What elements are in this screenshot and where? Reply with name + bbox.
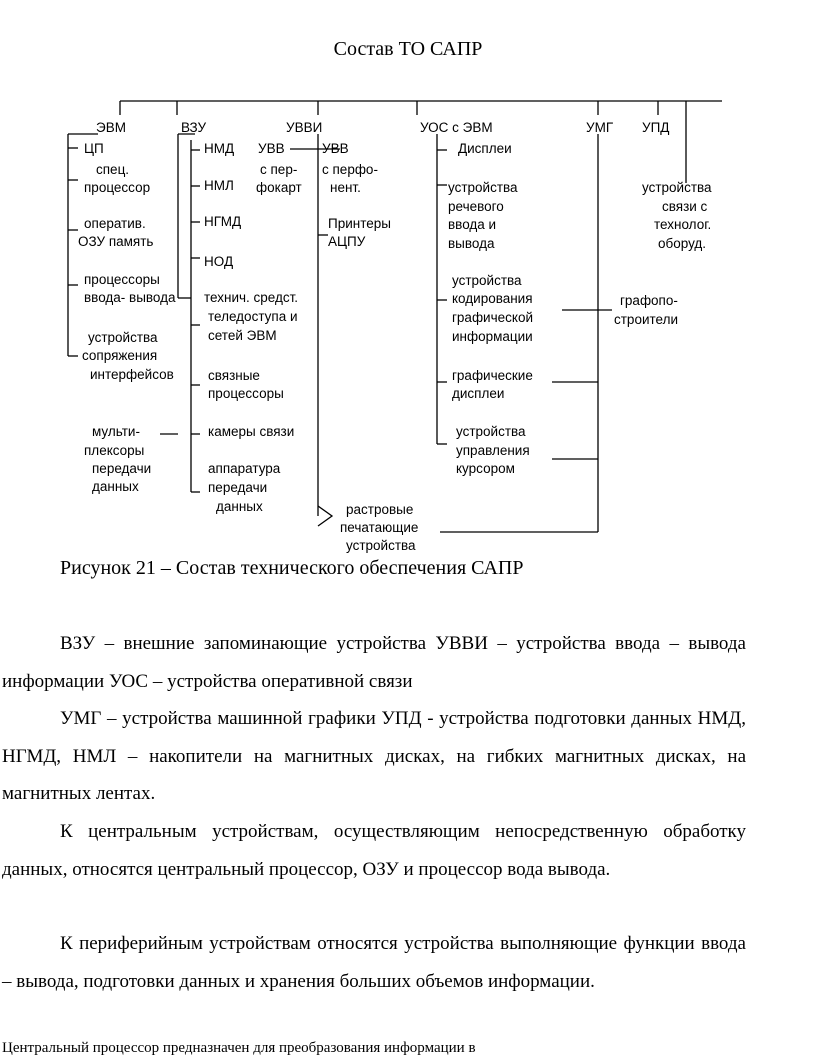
page-title: Состав ТО САПР [333,38,483,60]
paragraph-abbreviations-2: УМГ – устройства машинной графики УПД - устройства подготовки данных НМД, НГМД, НМЛ – накопители на магнитных дисках, на гибких магнитных дисках, на магнитных лентах. [2,708,746,804]
umg-plotters-2: строители [614,312,678,327]
evm-if-2: сопряжения [82,348,158,363]
uvvi-uvv1-2: фокарт [256,180,302,195]
footer-text: Центральный процессор предназначен для преобразования информации в [2,1040,476,1056]
evm-if-1: устройства [88,330,158,345]
uos-coding-1: устройства [452,273,522,288]
evm-ozu-2: ОЗУ память [78,234,154,249]
evm-cp: ЦП [84,141,104,156]
evm-spec-2: процессор [84,180,151,195]
uos-cursor-2: управления [456,443,530,458]
evm-mux-1: мульти- [92,424,140,439]
evm-if-3: интерфейсов [90,367,174,382]
uos-gdisp-2: дисплеи [452,386,505,401]
upd-techno-3: технолог. [654,217,712,232]
vzu-cameras: камеры связи [208,424,295,439]
uvvi-printers-1: Принтеры [328,216,391,231]
uvvi-raster-3: устройства [346,538,416,553]
evm-mux-4: данных [92,479,139,494]
paragraph-peripheral-devices: К периферийным устройствам относятся устройства выполняющие функции ввода – вывода, подготовки данных и хранения больших объемов информации. [2,933,746,992]
evm-mux-2: плексоры [84,443,145,458]
uvvi-uvv2-2: нент. [330,180,361,195]
header-evm: ЭВМ [96,120,126,135]
uos-cursor-1: устройства [456,424,526,439]
paragraph-central-devices: К центральным устройствам, осуществляющим непосредственную обработку данных, относятся центральный процессор, ОЗУ и процессор вода вывода. [2,821,746,880]
evm-iop-1: процессоры [84,272,160,287]
uvvi-raster-1: растровые [346,502,414,517]
paragraph-abbreviations-1: ВЗУ – внешние запоминающие устройства УВВИ – устройства ввода – вывода информации УОС – устройства оперативной связи [2,633,746,692]
uvvi-uvv2-1: с перфо- [322,162,378,177]
vzu-tech-2: теледоступа и [208,309,298,324]
figure-caption: Рисунок 21 – Состав технического обеспечения САПР [60,557,524,579]
uvvi-raster-2: печатающие [340,520,419,535]
vzu-ngmd: НГМД [204,214,242,229]
uos-displays: Дисплеи [458,141,512,156]
uos-voice-3: ввода и [448,217,497,232]
uvvi-printers-2: АЦПУ [328,234,366,249]
vzu-app-3: данных [216,499,263,514]
upd-techno-2: связи с [662,199,708,214]
uos-gdisp-1: графические [452,368,533,383]
uvvi-uvv2-title: УВВ [322,141,349,156]
uos-coding-3: графической [452,310,533,325]
uos-voice-2: речевого [448,199,504,214]
header-uvvi: УВВИ [286,120,323,135]
header-uos: УОС с ЭВМ [420,120,493,135]
uos-voice-1: устройства [448,180,518,195]
vzu-app-1: аппаратура [208,461,281,476]
vzu-tech-1: технич. средст. [204,290,299,305]
vzu-nmd: НМД [204,141,235,156]
header-vzu: ВЗУ [181,120,207,135]
uvvi-uvv1-1: с пер- [260,162,298,177]
vzu-tech-3: сетей ЭВМ [208,328,277,343]
upd-techno-4: оборуд. [658,236,707,251]
uvvi-uvv1-title: УВВ [258,141,285,156]
vzu-app-2: передачи [208,480,268,495]
diagram-labels [78,120,712,553]
uos-coding-2: кодирования [452,291,533,306]
evm-spec-1: спец. [96,162,130,177]
evm-iop-2: ввода- вывода [84,290,176,305]
header-umg: УМГ [586,120,614,135]
evm-ozu-1: оператив. [84,216,146,231]
umg-plotters-1: графопо- [620,293,678,308]
vzu-nod: НОД [204,254,234,269]
evm-mux-3: передачи [92,461,152,476]
header-upd: УПД [642,120,670,135]
uos-voice-4: вывода [448,236,495,251]
vzu-comm-1: связные [208,368,260,383]
uos-coding-4: информации [452,329,533,344]
upd-techno-1: устройства [642,180,712,195]
uos-cursor-3: курсором [456,461,515,476]
vzu-comm-2: процессоры [208,386,284,401]
vzu-nml: НМЛ [204,178,234,193]
